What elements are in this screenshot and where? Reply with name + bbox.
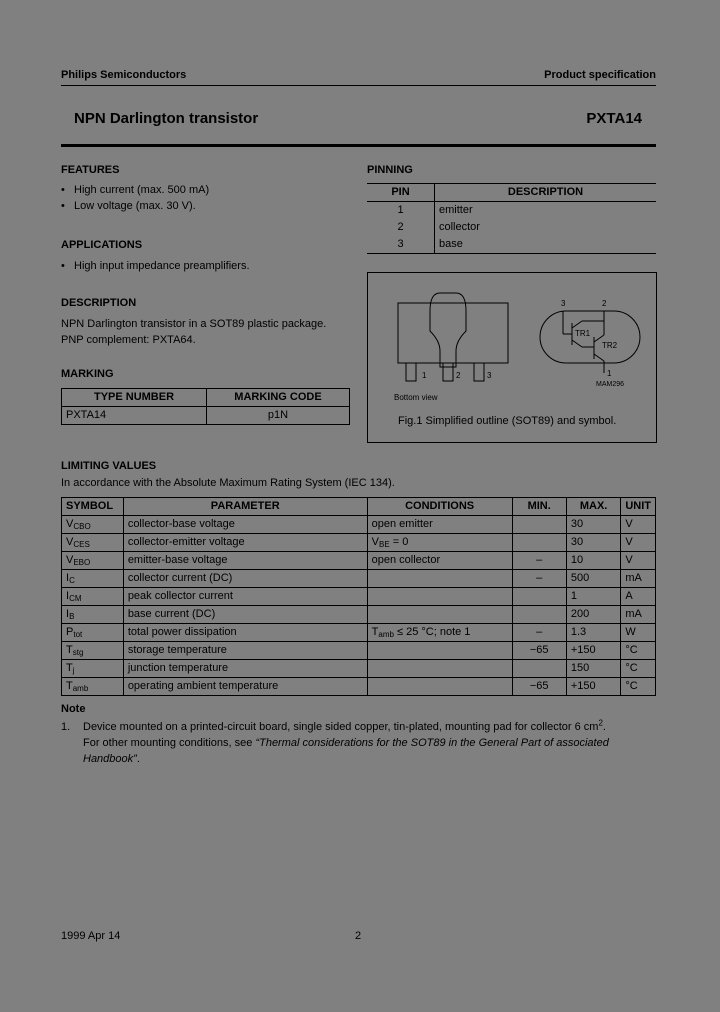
cell-conditions: $T_{amb} \le 25$ °C; note 1	[367, 624, 512, 642]
cell-max: 30	[566, 516, 620, 534]
fig-sym2-label: 2	[602, 299, 607, 308]
cell-parameter: collector current (DC)	[123, 570, 367, 588]
table-row	[62, 678, 656, 696]
cell-max: 10	[566, 552, 620, 570]
header-doc-type: Product specification	[544, 69, 656, 81]
figure-caption: Fig.1 Simplified outline (SOT89) and symbol.	[398, 415, 617, 427]
cell-max: 1.3	[566, 624, 620, 642]
part-number: PXTA14	[586, 110, 642, 127]
col-symbol: SYMBOL	[62, 498, 124, 516]
cell-min	[512, 606, 566, 624]
limiting-heading: LIMITING VALUES	[61, 460, 157, 472]
cell-parameter: peak collector current	[123, 588, 367, 606]
fig-pin2-label: 2	[456, 371, 461, 380]
list-item: • High current (max. 500 mA)	[61, 184, 210, 196]
page-title: NPN Darlington transistor	[74, 110, 259, 127]
features-heading: FEATURES	[61, 164, 120, 176]
cell-symbol: $V_{CES}$	[62, 534, 124, 552]
fig-pin3-label: 3	[487, 371, 492, 380]
cell-max: +150	[566, 642, 620, 660]
cell-min	[512, 660, 566, 678]
table-row	[62, 624, 656, 642]
cell-unit: V	[621, 516, 656, 534]
col-min: MIN.	[512, 498, 566, 516]
pinning-table	[367, 183, 656, 254]
cell-parameter: operating ambient temperature	[123, 678, 367, 696]
col-parameter: PARAMETER	[123, 498, 367, 516]
cell-max: 30	[566, 534, 620, 552]
cell-unit: mA	[621, 606, 656, 624]
description-text: NPN Darlington transistor in a SOT89 plastic package. PNP complement: PXTA64.	[61, 318, 327, 346]
cell-conditions	[367, 606, 512, 624]
cell-min	[512, 516, 566, 534]
table-row: 1 emitter	[367, 202, 656, 220]
table-row	[62, 642, 656, 660]
cell-min	[512, 588, 566, 606]
cell-min: −65	[512, 678, 566, 696]
fig-tr2-label: TR2	[602, 341, 618, 350]
col-conditions: CONDITIONS	[367, 498, 512, 516]
cell-min	[512, 534, 566, 552]
cell-parameter: storage temperature	[123, 642, 367, 660]
pinning-col-pin: PIN	[367, 184, 435, 202]
limiting-subtitle: In accordance with the Absolute Maximum Rating System (IEC 134).	[61, 477, 395, 489]
cell-conditions	[367, 678, 512, 696]
header-company: Philips Semiconductors	[61, 69, 187, 81]
cell-symbol: $P_{tot}$	[62, 624, 124, 642]
cell-unit: V	[621, 552, 656, 570]
cell-parameter: emitter-base voltage	[123, 552, 367, 570]
fig-bottom-view: Bottom view	[394, 393, 438, 402]
table-row: 3 base	[367, 236, 656, 254]
cell-conditions	[367, 660, 512, 678]
cell-unit: °C	[621, 642, 656, 660]
note-text: 1. Device mounted on a printed-circuit board, single sided copper, tin-plated, mounting pad for collector 6 $cm^2$. For other mounting conditions, see “Thermal considerations for the SOT89 in the General Part of associated Handbook”.	[61, 718, 609, 765]
marking-type: PXTA14	[62, 407, 207, 425]
fig-pin1-label: 1	[422, 371, 427, 380]
table-row	[62, 407, 350, 425]
footer-page-number: 2	[355, 930, 362, 942]
marking-code: p1N	[207, 407, 350, 425]
cell-min: –	[512, 552, 566, 570]
cell-min: −65	[512, 642, 566, 660]
table-row	[62, 570, 656, 588]
table-row	[62, 606, 656, 624]
cell-unit: V	[621, 534, 656, 552]
cell-symbol: $I_B$	[62, 606, 124, 624]
limiting-values-table	[61, 497, 656, 696]
cell-symbol: $T_j$	[62, 660, 124, 678]
cell-max: +150	[566, 678, 620, 696]
table-row	[62, 534, 656, 552]
table-row: 2 collector	[367, 219, 656, 236]
col-unit: UNIT	[621, 498, 656, 516]
cell-unit: °C	[621, 678, 656, 696]
cell-parameter: collector-emitter voltage	[123, 534, 367, 552]
cell-symbol: $T_{amb}$	[62, 678, 124, 696]
cell-max: 1	[566, 588, 620, 606]
description-heading: DESCRIPTION	[61, 297, 137, 309]
marking-table	[61, 388, 350, 425]
cell-symbol: $V_{CBO}$	[62, 516, 124, 534]
fig-code: MAM296	[596, 381, 625, 388]
cell-conditions	[367, 642, 512, 660]
list-item: • Low voltage (max. 30 V).	[61, 200, 196, 212]
marking-col-code: MARKING CODE	[207, 389, 350, 407]
table-row	[62, 516, 656, 534]
table-row	[62, 552, 656, 570]
cell-parameter: base current (DC)	[123, 606, 367, 624]
cell-unit: mA	[621, 570, 656, 588]
cell-conditions: $V_{BE} = 0$	[367, 534, 512, 552]
cell-max: 200	[566, 606, 620, 624]
table-row	[62, 588, 656, 606]
cell-max: 500	[566, 570, 620, 588]
cell-conditions	[367, 570, 512, 588]
cell-parameter: junction temperature	[123, 660, 367, 678]
applications-heading: APPLICATIONS	[61, 239, 143, 251]
cell-parameter: collector-base voltage	[123, 516, 367, 534]
col-max: MAX.	[566, 498, 620, 516]
limiting-values-body	[62, 516, 656, 696]
figure-box	[367, 272, 657, 443]
cell-conditions	[367, 588, 512, 606]
fig-sym1-label: 1	[607, 369, 612, 378]
fig-sym3-label: 3	[561, 299, 566, 308]
cell-conditions: open emitter	[367, 516, 512, 534]
cell-max: 150	[566, 660, 620, 678]
cell-symbol: $I_C$	[62, 570, 124, 588]
footer-date: 1999 Apr 14	[61, 930, 121, 942]
fig-tr1-label: TR1	[575, 329, 591, 338]
marking-col-type: TYPE NUMBER	[62, 389, 207, 407]
cell-symbol: $V_{EBO}$	[62, 552, 124, 570]
marking-heading: MARKING	[61, 368, 114, 380]
note-heading: Note	[61, 703, 86, 715]
cell-symbol: $I_{CM}$	[62, 588, 124, 606]
cell-min: –	[512, 624, 566, 642]
cell-parameter: total power dissipation	[123, 624, 367, 642]
header-rule	[61, 85, 656, 86]
cell-symbol: $T_{stg}$	[62, 642, 124, 660]
cell-unit: W	[621, 624, 656, 642]
title-rule	[61, 144, 656, 147]
pinning-heading: PINNING	[367, 164, 413, 176]
pinning-col-desc: DESCRIPTION	[435, 184, 657, 202]
list-item: • High input impedance preamplifiers.	[61, 260, 250, 272]
cell-unit: °C	[621, 660, 656, 678]
cell-conditions: open collector	[367, 552, 512, 570]
cell-min: –	[512, 570, 566, 588]
table-row	[62, 660, 656, 678]
features-list	[61, 182, 209, 214]
cell-unit: A	[621, 588, 656, 606]
